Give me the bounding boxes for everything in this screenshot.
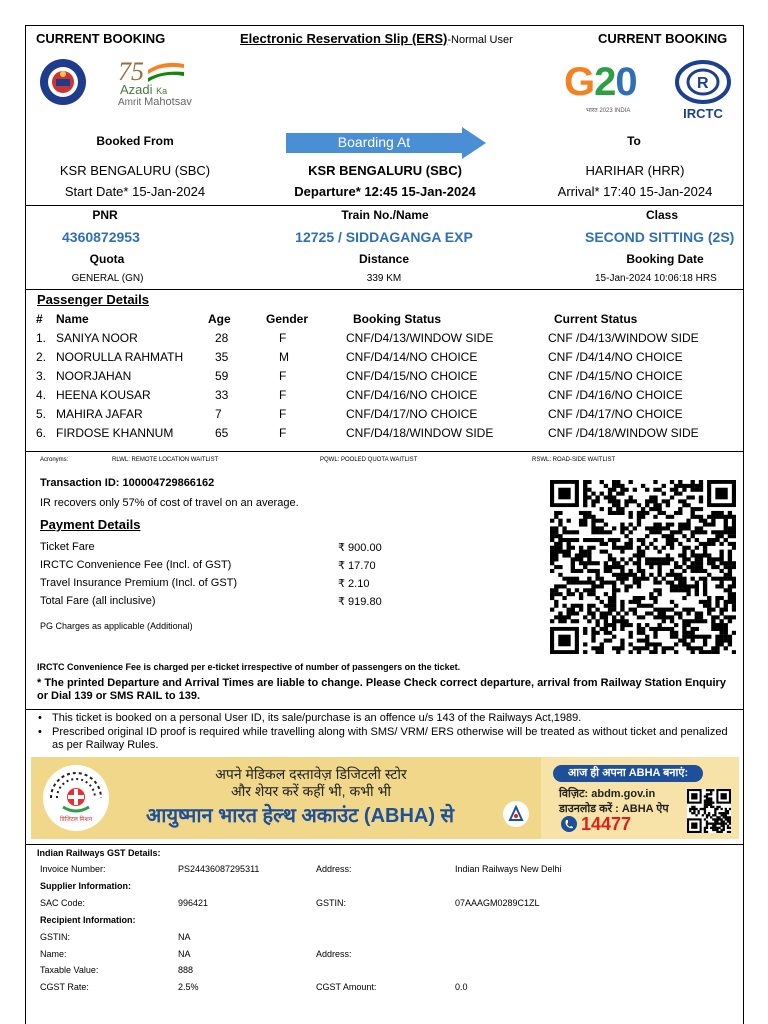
- passenger-name: NOORULLA RAHMATH: [56, 350, 184, 364]
- header-age: Age: [208, 312, 231, 326]
- cgst-amount-value: 0.0: [455, 982, 468, 992]
- passenger-num: 3.: [36, 369, 47, 383]
- arrival-time: Arrival* 17:40 15-Jan-2024: [557, 184, 713, 199]
- passenger-current: CNF /D4/16/NO CHOICE: [548, 388, 683, 402]
- passenger-current: CNF /D4/13/WINDOW SIDE: [548, 331, 699, 345]
- passenger-gender: M: [279, 350, 289, 364]
- payment-label: Total Fare (all inclusive): [40, 595, 156, 607]
- ir-recovery-note: IR recovers only 57% of cost of travel on an average.: [40, 497, 299, 509]
- passenger-row: [0, 350, 768, 369]
- departure-time: Departure* 12:45 15-Jan-2024: [294, 184, 476, 199]
- invoice-number: PS24436087295311: [178, 864, 260, 874]
- payment-label: Travel Insurance Premium (Incl. of GST): [40, 577, 238, 589]
- terms-text: This ticket is booked on a personal User ID, its sale/purchase is an offence u/s 143 of the Railways Act,1989.: [52, 712, 582, 724]
- payment-details-title: Payment Details: [40, 517, 141, 532]
- g20-logo: [564, 62, 664, 122]
- distance-label: Distance: [358, 252, 410, 266]
- supplier-info-label: Supplier Information:: [40, 881, 131, 891]
- divider: [25, 709, 744, 710]
- passenger-name: MAHIRA JAFAR: [56, 407, 143, 421]
- booked-from-label: Booked From: [96, 134, 174, 148]
- irctc-logo: [672, 60, 734, 122]
- sac-label: SAC Code:: [40, 898, 86, 908]
- logo-caption: डिजिटल मिशन: [59, 817, 93, 823]
- train-label: Train No./Name: [341, 208, 429, 222]
- banner-headline: आयुष्मान भारत हेल्थ अकाउंट (ABHA) से: [146, 805, 455, 827]
- ers-subtitle: -Normal User: [447, 34, 513, 46]
- acronym-rlwl: RLWL: REMOTE LOCATION WAITLIST: [112, 457, 219, 463]
- g20-subtitle: भारत 2023 INDIA: [586, 108, 631, 114]
- banner-line1: अपने मेडिकल दस्तावेज़ डिजिटली स्टोर: [215, 766, 407, 782]
- to-station: HARIHAR (HRR): [585, 163, 685, 178]
- recipient-gstin-value: NA: [178, 932, 191, 942]
- cgst-rate-value: 2.5%: [178, 982, 199, 992]
- header-booking-status: Booking Status: [353, 312, 442, 326]
- passenger-gender: F: [279, 407, 287, 421]
- booking-date-label: Booking Date: [626, 252, 704, 266]
- start-date: Start Date* 15-Jan-2024: [64, 184, 206, 199]
- address-label: Address:: [316, 864, 352, 874]
- passenger-row: [0, 369, 768, 388]
- passenger-age: 33: [215, 388, 229, 402]
- passenger-current: CNF /D4/17/NO CHOICE: [548, 407, 683, 421]
- current-booking-left: CURRENT BOOKING: [36, 31, 166, 46]
- recipient-info-label: Recipient Information:: [40, 915, 136, 925]
- payment-value: ₹ 919.80: [338, 596, 382, 608]
- passenger-name: HEENA KOUSAR: [56, 388, 151, 402]
- divider: [25, 844, 744, 845]
- abha-app: डाउनलोड करें : ABHA ऐप: [559, 803, 669, 815]
- train-name: 12725 / SIDDAGANGA EXP: [295, 229, 473, 245]
- passenger-details-title: Passenger Details: [37, 292, 150, 307]
- abha-qr-code: [687, 789, 731, 833]
- bullet-icon: •: [38, 726, 42, 738]
- transaction-id: Transaction ID: 100004729866162: [40, 477, 215, 489]
- svg-text:R: R: [697, 75, 709, 92]
- terms-item: [38, 726, 738, 752]
- abha-banner[interactable]: [31, 757, 739, 839]
- current-booking-right: CURRENT BOOKING: [598, 31, 728, 46]
- acronym-pqwl: PQWL: POOLED QUOTA WAITLIST: [320, 457, 418, 463]
- header-num: #: [36, 312, 43, 326]
- gstin-label: GSTIN:: [316, 898, 347, 908]
- taxable-value: 888: [178, 965, 194, 975]
- passenger-num: 6.: [36, 426, 47, 440]
- passenger-booking: CNF/D4/13/WINDOW SIDE: [346, 331, 494, 345]
- ers-heading: [240, 31, 513, 46]
- passenger-row: [0, 426, 768, 445]
- quota-value: GENERAL (GN): [71, 273, 144, 284]
- divider: [25, 205, 744, 206]
- passenger-row: [0, 388, 768, 407]
- passenger-booking: CNF/D4/16/NO CHOICE: [346, 388, 478, 402]
- mahotsav-word: Mahotsav: [144, 96, 192, 108]
- amrit-word: Amrit: [118, 97, 142, 108]
- boarding-at-arrow: [286, 127, 486, 159]
- payment-label: Ticket Fare: [40, 541, 95, 553]
- azadi-word: Azadi: [120, 82, 153, 97]
- terms-text: Prescribed original ID proof is required while travelling along with SMS/ VRM/ ERS otherwise will be treated as without ticket and penalized as per Railway Rules.: [52, 726, 728, 751]
- passenger-current: CNF /D4/15/NO CHOICE: [548, 369, 683, 383]
- passenger-booking: CNF/D4/15/NO CHOICE: [346, 369, 478, 383]
- payment-label: IRCTC Convenience Fee (Incl. of GST): [40, 559, 232, 571]
- svg-text:75: 75: [118, 58, 144, 84]
- national-health-mission-logo: [41, 763, 111, 833]
- booking-date-value: 15-Jan-2024 10:06:18 HRS: [595, 273, 717, 284]
- distance-value: 339 KM: [366, 273, 402, 284]
- abha-helpline: 14477: [581, 814, 632, 834]
- passenger-row: [0, 407, 768, 426]
- timing-disclaimer: * The printed Departure and Arrival Times are liable to change. Please Check correct departure, arrival from Railway Station Enquiry or Dial 139 or SMS RAIL to 139.: [37, 677, 726, 702]
- passenger-num: 5.: [36, 407, 47, 421]
- abha-info-panel: [541, 757, 739, 839]
- recipient-name-value: NA: [178, 949, 191, 959]
- pnr-number: 4360872953: [62, 229, 140, 245]
- passenger-gender: F: [279, 426, 287, 440]
- header-name: Name: [56, 312, 89, 326]
- passenger-age: 59: [215, 369, 229, 383]
- invoice-label: Invoice Number:: [40, 864, 106, 874]
- passenger-num: 1.: [36, 331, 47, 345]
- passenger-table-header: [0, 312, 768, 331]
- class-label: Class: [645, 208, 679, 222]
- payment-value: ₹ 2.10: [338, 578, 370, 590]
- divider: [25, 289, 744, 290]
- passenger-current: CNF /D4/18/WINDOW SIDE: [548, 426, 699, 440]
- passenger-num: 4.: [36, 388, 47, 402]
- acronym-rswl: RSWL: ROAD-SIDE WAITLIST: [532, 457, 616, 463]
- cgst-amount-label: CGST Amount:: [316, 982, 377, 992]
- sac-value: 996421: [178, 898, 209, 908]
- passenger-age: 7: [215, 407, 222, 421]
- passenger-age: 65: [215, 426, 229, 440]
- passenger-gender: F: [279, 369, 287, 383]
- acronyms-label: Acronyms:: [40, 457, 69, 463]
- address-value: Indian Railways New Delhi: [455, 864, 562, 874]
- payment-value: ₹ 900.00: [338, 542, 382, 554]
- passenger-booking: CNF/D4/18/WINDOW SIDE: [346, 426, 494, 440]
- boarding-station: KSR BENGALURU (SBC): [308, 163, 462, 178]
- passenger-gender: F: [279, 331, 287, 345]
- ka-word: Ka: [156, 86, 168, 96]
- payment-value: ₹ 17.70: [338, 560, 376, 572]
- passenger-age: 35: [215, 350, 229, 364]
- terms-item: [38, 712, 738, 725]
- banner-line2: और शेयर करें कहीं भी, कभी भी: [230, 783, 392, 799]
- from-station: KSR BENGALURU (SBC): [59, 163, 211, 178]
- indian-railways-logo: [39, 58, 87, 106]
- passenger-current: CNF /D4/14/NO CHOICE: [548, 350, 683, 364]
- irctc-text: IRCTC: [683, 106, 723, 121]
- abha-cta-pill: आज ही अपना ABHA बनाएं:: [553, 765, 703, 782]
- recipient-gstin-label: GSTIN:: [40, 932, 71, 942]
- to-label: To: [627, 134, 641, 148]
- cgst-rate-label: CGST Rate:: [40, 982, 89, 992]
- g20-text: G20: [564, 60, 637, 104]
- phone-icon: [561, 816, 577, 832]
- azadi-ka-amrit-mahotsav-logo: [112, 58, 207, 108]
- passenger-name: NOORJAHAN: [56, 369, 132, 383]
- terms-list: [38, 712, 738, 752]
- passenger-name: SANIYA NOOR: [56, 331, 138, 345]
- gstin-value: 07AAAGM0289C1ZL: [455, 898, 540, 908]
- pg-charges-note: PG Charges as applicable (Additional): [40, 621, 193, 631]
- quota-label: Quota: [89, 252, 125, 266]
- taxable-value-label: Taxable Value:: [40, 965, 99, 975]
- pnr-label: PNR: [92, 208, 118, 222]
- header-current-status: Current Status: [554, 312, 638, 326]
- recipient-address-label: Address:: [316, 949, 352, 959]
- header-gender: Gender: [266, 312, 309, 326]
- gst-title: Indian Railways GST Details:: [37, 848, 161, 858]
- bullet-icon: •: [38, 712, 42, 724]
- passenger-booking: CNF/D4/17/NO CHOICE: [346, 407, 478, 421]
- ers-title: Electronic Reservation Slip (ERS): [240, 31, 448, 46]
- divider: [25, 451, 744, 452]
- passenger-name: FIRDOSE KHANNUM: [56, 426, 174, 440]
- passenger-row: [0, 331, 768, 350]
- class-value: SECOND SITTING (2S): [585, 229, 735, 245]
- passenger-age: 28: [215, 331, 229, 345]
- abha-icon: [503, 801, 529, 827]
- ticket-qr-code: [550, 480, 736, 654]
- convenience-fee-note: IRCTC Convenience Fee is charged per e-ticket irrespective of number of passengers on the ticket.: [37, 662, 461, 672]
- recipient-name-label: Name:: [40, 949, 67, 959]
- passenger-booking: CNF/D4/14/NO CHOICE: [346, 350, 478, 364]
- passenger-gender: F: [279, 388, 287, 402]
- boarding-at-label: Boarding At: [337, 134, 411, 150]
- passenger-num: 2.: [36, 350, 47, 364]
- abha-website: विज़िट: abdm.gov.in: [559, 788, 656, 800]
